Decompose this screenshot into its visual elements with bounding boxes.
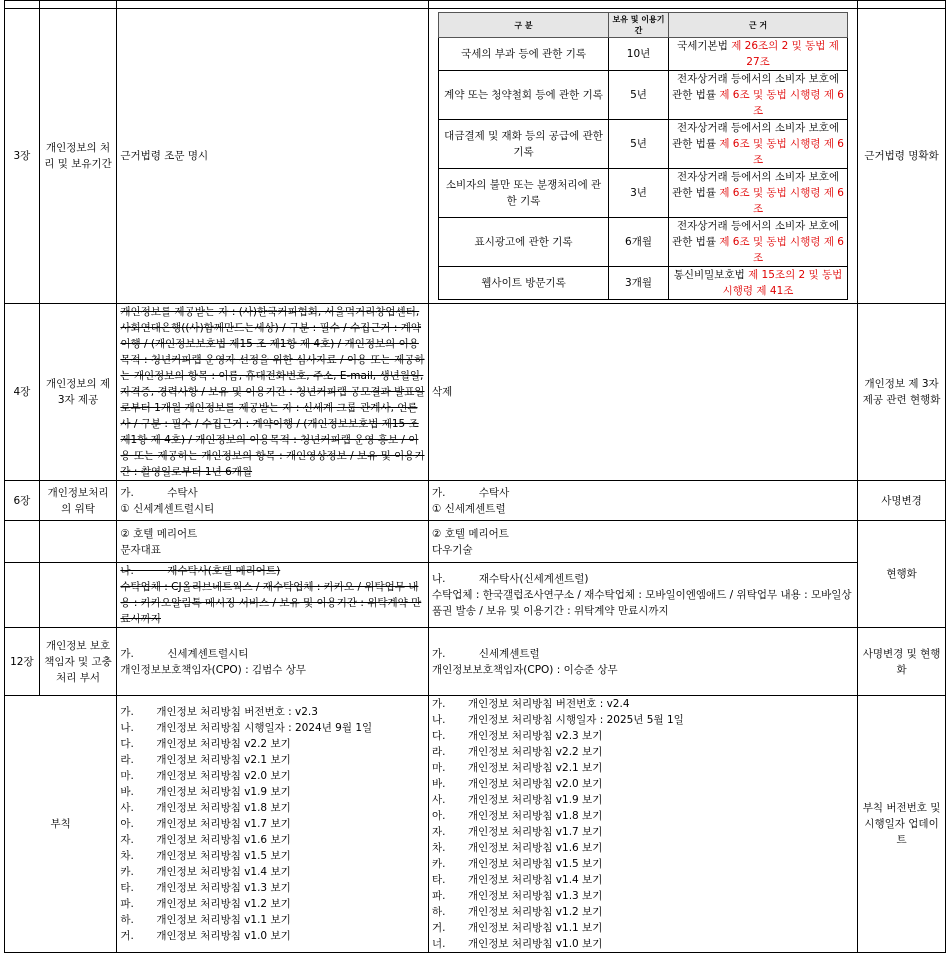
basis-law: 통신비밀보호법 (673, 269, 749, 281)
basis-article: 제 15조의 2 및 동법 시행령 제 41조 (722, 269, 843, 297)
change-note: 부칙 버전번호 및 시행일자 업데이트 (858, 696, 946, 953)
list-text: 개인정보 처리방침 v2.1 보기 (156, 754, 291, 766)
list-item (120, 928, 425, 944)
list-item (120, 736, 425, 752)
retention-row (439, 218, 848, 267)
list-marker: 마. (120, 770, 134, 782)
table-row-ch3 (5, 9, 946, 304)
list-item (432, 840, 854, 856)
list-item (120, 864, 425, 880)
list-marker: 다. (431, 730, 446, 742)
before-line: 나. 재수탁사(호텔 메리어트) (120, 565, 281, 577)
retention-period: 10년 (609, 38, 669, 71)
list-text: 개인정보 처리방침 v1.8 보기 (156, 802, 291, 814)
list-item (432, 888, 854, 904)
list-marker: 가. (120, 706, 134, 718)
list-item (120, 912, 425, 928)
after-cell (428, 628, 857, 696)
before-line: 수탁업체 : CJ올리브네트웍스 / 재수탁업체 : 카카오 / 위탁업무 내용 : 카카오알림톡 메시징 서비스 / 보유 및 이용기간 : 위탁계약 만료시까지 (120, 581, 422, 625)
table-row-ch6 (5, 481, 946, 521)
basis-article: 제 6조 및 동법 시행령 제 6조 (719, 138, 844, 166)
basis-law: 전자상거래 등에서의 소비자 보호에 관한 법률 (672, 171, 840, 199)
list-marker: 거. (120, 930, 134, 942)
list-text: 개인정보 처리방침 v2.2 보기 (156, 738, 291, 750)
list-marker: 라. (431, 746, 446, 758)
basis-article: 제 6조 및 동법 시행령 제 6조 (719, 236, 844, 264)
list-marker: 자. (431, 826, 446, 838)
retention-item: 소비자의 불만 또는 분쟁처리에 관한 기록 (439, 169, 609, 218)
chapter-number: 4장 (5, 304, 40, 481)
retention-row (439, 169, 848, 218)
list-text: 개인정보 처리방침 v1.7 보기 (156, 818, 291, 830)
list-marker: 가. (431, 698, 446, 710)
appendix-before-list (120, 704, 425, 944)
list-text: 개인정보 처리방침 v2.0 보기 (156, 770, 291, 782)
cell (858, 1, 946, 9)
retention-item: 국세의 부과 등에 관한 기록 (439, 38, 609, 71)
list-item (120, 704, 425, 720)
change-note: 현행화 (858, 521, 946, 628)
list-marker: 아. (431, 810, 446, 822)
list-text: 개인정보 처리방침 v2.2 보기 (467, 746, 603, 758)
before-line: 가. 신세계센트럴시티 (120, 647, 249, 660)
appendix-after-list (432, 696, 854, 952)
change-note: 근거법령 명확화 (858, 9, 946, 304)
retention-basis (669, 218, 848, 267)
cell (428, 1, 857, 9)
table-row-appendix (5, 696, 946, 953)
retention-period: 6개월 (609, 218, 669, 267)
table-row-ch4 (5, 304, 946, 481)
list-text: 개인정보 처리방침 v1.2 보기 (467, 906, 603, 918)
retention-item: 계약 또는 청약철회 등에 관한 기록 (439, 71, 609, 120)
list-item (432, 856, 854, 872)
list-item (120, 816, 425, 832)
list-text: 개인정보 처리방침 시행일자 : 2024년 9월 1일 (156, 722, 373, 734)
chapter-title: 개인정보처리의 위탁 (39, 481, 117, 521)
before-cell (117, 521, 429, 563)
after-cell (428, 9, 857, 304)
list-text: 개인정보 처리방침 v1.3 보기 (156, 882, 291, 894)
after-line: 나. 재수탁사(신세계센트럴) (431, 573, 589, 585)
after-cell (428, 521, 857, 563)
change-note: 사명변경 (858, 481, 946, 521)
chapter-title: 개인정보의 제3자 제공 (39, 304, 117, 481)
retention-period: 3개월 (609, 267, 669, 300)
list-item (432, 776, 854, 792)
retention-row (439, 267, 848, 300)
before-line: 문자대표 (120, 543, 161, 556)
list-text: 개인정보 처리방침 시행일자 : 2025년 5월 1일 (467, 714, 684, 726)
cell (117, 1, 429, 9)
before-text: 개인정보를 제공받는 자 : (사)한국커피협회, 서울먹거리창업센터, 사회연대은행((사)함께만드는세상) / 구분 : 필수 / 수집근거 : 계약이행 / (개인정보보호법 제15 조 제1항 제 4호) / 개인정보의 이용목적 : 청년커피랩 운영자 선정을 위한 심사자료 / 이용 또는 제공하는 개인정보의 항목 : 이름, 휴대전화번호, 주소, E-mail, 생년월일, 자격증, 경력사항 / 보유 및 이용기간 : 청년커피랩 공모결과 발표일로부터 1개월 개인정보를 제공받는 자 : 신세계 그룹 관계사, 언론사 / 구분 : 필수 / 수집근거 : 계약이행 / (개인정보보호법 제15 조 제1항 제 4호) / 개인정보의 이용목적 : 청년커피랩 운영 홍보 / 이용 또는 제공하는 개인정보의 항목 : 개인영상정보 / 보유 및 이용기간 : 촬영일로부터 1년 6개월 (117, 304, 429, 481)
list-text: 개인정보 처리방침 v1.4 보기 (156, 866, 291, 878)
table-row (5, 1, 946, 9)
list-text: 개인정보 처리방침 v2.1 보기 (467, 762, 603, 774)
retention-row (439, 38, 848, 71)
list-text: 개인정보 처리방침 v1.0 보기 (156, 930, 291, 942)
list-marker: 카. (431, 858, 446, 870)
list-item (120, 848, 425, 864)
list-marker: 나. (431, 714, 446, 726)
after-line: 가. 신세계센트럴 (431, 647, 540, 660)
retention-basis (669, 71, 848, 120)
column-header: 보유 및 이용기간 (609, 13, 669, 38)
retention-item: 웹사이트 방문기록 (439, 267, 609, 300)
basis-article: 제 6조 및 동법 시행령 제 6조 (719, 187, 844, 215)
cell (39, 563, 117, 628)
list-item (432, 792, 854, 808)
table-row-ch6-hotel (5, 521, 946, 563)
list-item (432, 904, 854, 920)
list-marker: 하. (431, 906, 446, 918)
list-text: 개인정보 처리방침 v2.0 보기 (467, 778, 603, 790)
list-item (120, 880, 425, 896)
column-header: 구 분 (439, 13, 609, 38)
retention-period: 3년 (609, 169, 669, 218)
list-marker: 거. (431, 922, 446, 934)
retention-period: 5년 (609, 120, 669, 169)
retention-basis (669, 267, 848, 300)
retention-basis (669, 120, 848, 169)
list-marker: 나. (120, 722, 134, 734)
list-marker: 사. (431, 794, 446, 806)
after-line: 수탁업체 : 한국갤럽조사연구소 / 재수탁업체 : 모바일이엔엠애드 / 위탁업무 내용 : 모바일상품권 발송 / 보유 및 이용기간 : 위탁계약 만료시까지 (431, 589, 852, 617)
list-marker: 타. (431, 874, 446, 886)
list-text: 개인정보 처리방침 v1.6 보기 (156, 834, 291, 846)
list-text: 개인정보 처리방침 버전번호 : v2.3 (156, 706, 318, 718)
column-header: 근 거 (669, 13, 848, 38)
chapter-number: 12장 (5, 628, 40, 696)
list-marker: 카. (120, 866, 134, 878)
list-marker: 다. (120, 738, 134, 750)
list-marker: 차. (431, 842, 446, 854)
list-marker: 바. (120, 786, 134, 798)
after-cell (428, 563, 857, 628)
list-text: 개인정보 처리방침 버전번호 : v2.4 (467, 698, 630, 710)
list-marker: 라. (120, 754, 134, 766)
list-marker: 마. (431, 762, 446, 774)
cell (5, 563, 40, 628)
retention-table (438, 12, 848, 300)
list-text: 개인정보 처리방침 v1.0 보기 (467, 938, 603, 950)
after-list (428, 696, 857, 953)
list-item (120, 720, 425, 736)
before-text: 근거법령 조문 명시 (117, 9, 429, 304)
list-text: 개인정보 처리방침 v1.5 보기 (156, 850, 291, 862)
retention-header-row (439, 13, 848, 38)
list-item (432, 696, 854, 712)
list-text: 개인정보 처리방침 v1.9 보기 (156, 786, 291, 798)
chapter-title: 개인정보 보호책임자 및 고충처리 부서 (39, 628, 117, 696)
change-note: 사명변경 및 현행화 (858, 628, 946, 696)
retention-row (439, 71, 848, 120)
revision-comparison-table (4, 0, 946, 953)
list-text: 개인정보 처리방침 v2.3 보기 (467, 730, 603, 742)
basis-law: 전자상거래 등에서의 소비자 보호에 관한 법률 (672, 220, 840, 248)
list-text: 개인정보 처리방침 v1.5 보기 (467, 858, 603, 870)
retention-item: 표시광고에 관한 기록 (439, 218, 609, 267)
before-cell (117, 563, 429, 628)
list-marker: 파. (431, 890, 446, 902)
cell (39, 1, 117, 9)
list-item (432, 760, 854, 776)
list-marker: 차. (120, 850, 134, 862)
basis-article: 제 26조의 2 및 동법 제 27조 (731, 40, 839, 68)
retention-basis (669, 169, 848, 218)
retention-row (439, 120, 848, 169)
chapter-number: 3장 (5, 9, 40, 304)
list-item (120, 768, 425, 784)
after-line: 다우기술 (431, 543, 473, 556)
list-item (432, 920, 854, 936)
table-row-ch12 (5, 628, 946, 696)
list-text: 개인정보 처리방침 v1.2 보기 (156, 898, 291, 910)
before-line: 가. 수탁사 (120, 486, 198, 499)
before-line: ① 신세계센트럴시티 (120, 502, 215, 515)
basis-law: 전자상거래 등에서의 소비자 보호에 관한 법률 (672, 73, 840, 101)
before-cell (117, 628, 429, 696)
list-item (120, 896, 425, 912)
after-line: ① 신세계센트럴 (431, 502, 506, 515)
basis-article: 제 6조 및 동법 시행령 제 6조 (719, 89, 844, 117)
basis-law: 전자상거래 등에서의 소비자 보호에 관한 법률 (672, 122, 840, 150)
list-item (432, 712, 854, 728)
list-text: 개인정보 처리방침 v1.1 보기 (467, 922, 603, 934)
change-note: 개인정보 제 3자제공 관련 현행화 (858, 304, 946, 481)
chapter-title: 개인정보의 처리 및 보유기간 (39, 9, 117, 304)
list-marker: 하. (120, 914, 134, 926)
after-line: 가. 수탁사 (431, 486, 510, 499)
list-marker: 바. (431, 778, 446, 790)
list-text: 개인정보 처리방침 v1.4 보기 (467, 874, 603, 886)
after-line: ② 호텔 메리어트 (431, 527, 509, 540)
list-text: 개인정보 처리방침 v1.6 보기 (467, 842, 603, 854)
list-item (432, 808, 854, 824)
table-row-ch6-subcontract (5, 563, 946, 628)
list-text: 개인정보 처리방침 v1.3 보기 (467, 890, 603, 902)
list-item (432, 728, 854, 744)
list-item (120, 832, 425, 848)
cell (39, 521, 117, 563)
chapter-number: 6장 (5, 481, 40, 521)
before-cell (117, 481, 429, 521)
list-text: 개인정보 처리방침 v1.7 보기 (467, 826, 603, 838)
retention-period: 5년 (609, 71, 669, 120)
list-text: 개인정보 처리방침 v1.9 보기 (467, 794, 603, 806)
list-item (432, 872, 854, 888)
list-item (432, 936, 854, 952)
before-line: 개인정보보호책임자(CPO) : 김범수 상무 (120, 663, 307, 676)
retention-basis (669, 38, 848, 71)
after-cell (428, 481, 857, 521)
basis-law: 국세기본법 (677, 40, 732, 52)
list-marker: 자. (120, 834, 134, 846)
list-item (432, 824, 854, 840)
after-line: 개인정보보호책임자(CPO) : 이승준 상무 (431, 663, 618, 676)
list-marker: 타. (120, 882, 134, 894)
cell (5, 1, 40, 9)
list-item (120, 752, 425, 768)
list-item (120, 800, 425, 816)
list-marker: 파. (120, 898, 134, 910)
list-item (120, 784, 425, 800)
before-line: ② 호텔 메리어트 (120, 527, 198, 540)
after-text: 삭제 (428, 304, 857, 481)
cell (5, 521, 40, 563)
retention-item: 대금결제 및 재화 등의 공급에 관한 기록 (439, 120, 609, 169)
list-marker: 사. (120, 802, 134, 814)
list-text: 개인정보 처리방침 v1.8 보기 (467, 810, 603, 822)
before-list (117, 696, 429, 953)
list-marker: 너. (431, 938, 446, 950)
list-marker: 아. (120, 818, 134, 830)
list-item (432, 744, 854, 760)
list-text: 개인정보 처리방침 v1.1 보기 (156, 914, 291, 926)
chapter-title: 부칙 (5, 696, 117, 953)
